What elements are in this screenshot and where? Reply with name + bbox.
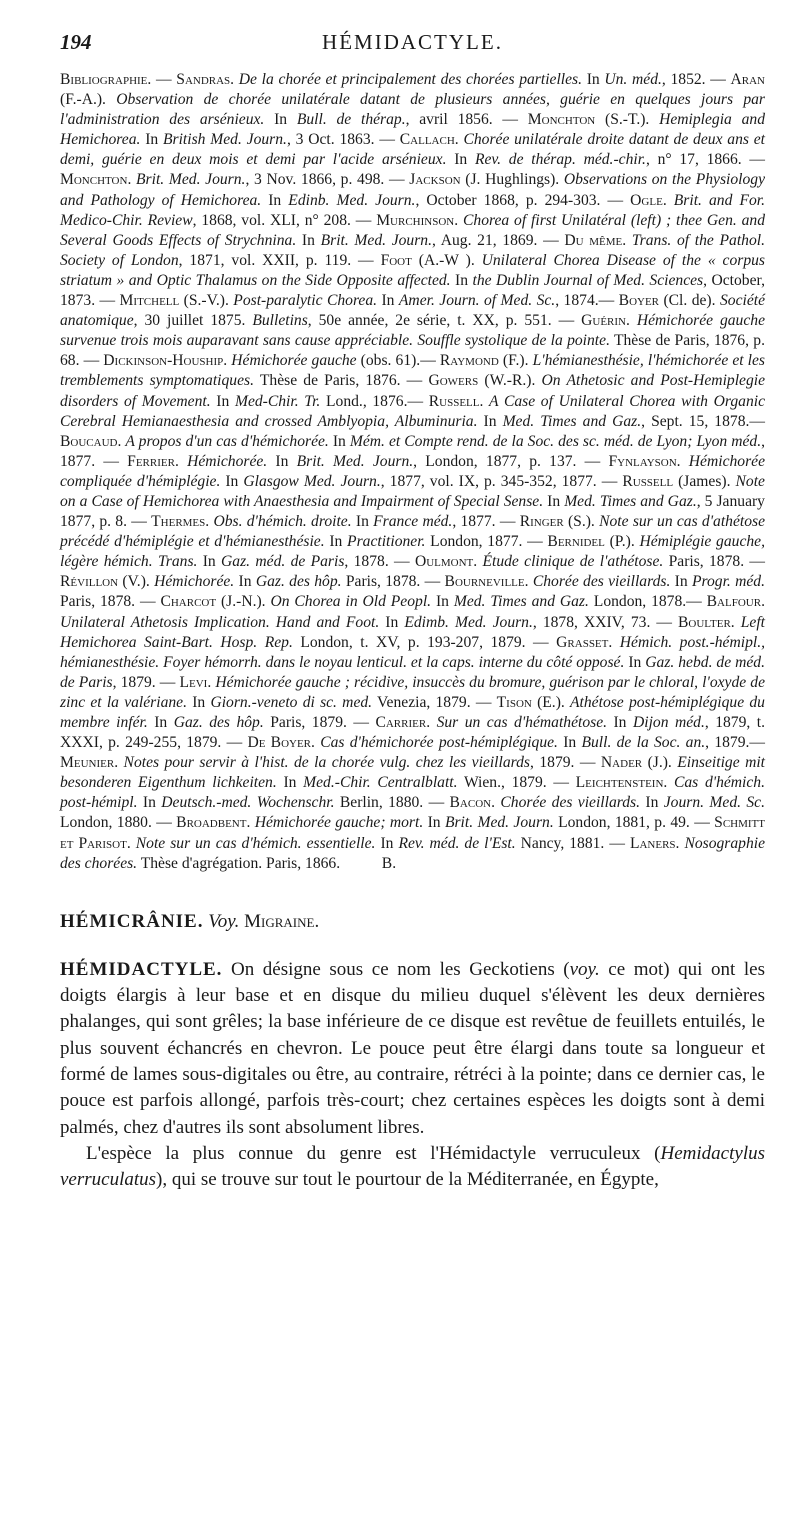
entry-hemicranie bbox=[60, 908, 765, 935]
text-run: In bbox=[328, 432, 350, 450]
headword-hemicranie: HÉMICRÂNIE. bbox=[60, 910, 204, 932]
text-run: In bbox=[377, 292, 399, 310]
italic-text: Journ. Med. Sc. bbox=[663, 794, 765, 812]
text-run: (E.). bbox=[531, 693, 571, 711]
author-name: Du même bbox=[564, 231, 623, 249]
author-name: Nader bbox=[600, 754, 643, 772]
text-run: (P.). bbox=[604, 533, 640, 551]
italic-text: Cas d'hémich. post-hémipl. bbox=[60, 774, 766, 812]
text-run: . bbox=[524, 573, 533, 591]
italic-text: L'hémianesthésie, l'hémichorée et les tremblements symptomatiques. bbox=[60, 352, 765, 390]
italic-text: Chorée unilatérale droite datant de deux ans et demi, guérie en deux mois et demi par l'acide arsénieux. bbox=[60, 131, 766, 169]
author-initial: B. bbox=[381, 854, 397, 872]
text-run: London, 1877. — bbox=[425, 533, 548, 551]
text-run: In bbox=[670, 573, 692, 591]
text-run: In bbox=[351, 513, 374, 531]
text-run: Paris, 1878. — bbox=[341, 573, 445, 591]
italic-text: Trans. of the Pathol. Society of London bbox=[60, 231, 766, 269]
italic-text: Hémichorée gauche; mort. bbox=[254, 814, 424, 832]
author-name: Grasset bbox=[556, 633, 609, 651]
text-run: In bbox=[446, 151, 475, 169]
italic-text: Bull. de thérap. bbox=[296, 111, 406, 129]
text-run: In bbox=[375, 834, 399, 852]
text-run: Thèse de Paris, 1876. — bbox=[254, 372, 429, 390]
text-run: . bbox=[608, 633, 620, 651]
italic-text: Brit. and For. Medico-Chir. Review bbox=[60, 191, 766, 229]
text-run: London, 1881, p. 49. — bbox=[553, 814, 715, 832]
text-run: In bbox=[197, 553, 222, 571]
author-name: Leichtenstein bbox=[575, 774, 664, 792]
text-run: (W.-R.). bbox=[478, 372, 542, 390]
author-name: Callach bbox=[399, 131, 455, 149]
text-run: (J.-N.). bbox=[216, 593, 271, 611]
italic-text: Med. Times and Gaz. bbox=[453, 593, 589, 611]
text-run: In bbox=[261, 191, 289, 209]
bibliography-paragraph bbox=[60, 70, 765, 874]
author-name: Fynlayson bbox=[608, 452, 677, 470]
italic-text: Med. Times and Gaz. bbox=[502, 412, 642, 430]
italic-text: Mém. et Compte rend. de la Soc. des sc. méd. de Lyon; Lyon méd. bbox=[349, 432, 762, 450]
text-run: . bbox=[625, 312, 637, 330]
text-run: Nancy, 1881. — bbox=[515, 834, 630, 852]
text-run: (S.). bbox=[563, 513, 600, 531]
text-run: (Cl. de). bbox=[659, 292, 720, 310]
author-name: Monchton bbox=[60, 171, 128, 189]
bibliography-body bbox=[60, 71, 765, 872]
italic-text: Chorée des vieillards. bbox=[532, 573, 671, 591]
italic-text: the Dublin Journal of Med. Sciences bbox=[472, 271, 704, 289]
text-run: . bbox=[207, 673, 216, 691]
author-name: Levi bbox=[179, 673, 208, 691]
italic-text: Bull. de la Soc. an. bbox=[581, 734, 706, 752]
text-run: (S.-V.). bbox=[179, 292, 234, 310]
author-name: Ferrier bbox=[127, 452, 175, 470]
text-run: In bbox=[640, 794, 664, 812]
italic-text: Gaz. hebd. de méd. de Paris bbox=[60, 653, 765, 691]
text-run: In bbox=[379, 613, 405, 631]
text-run: . bbox=[663, 774, 674, 792]
text-run: Wien., 1879. — bbox=[457, 774, 576, 792]
author-name: Tison bbox=[496, 693, 532, 711]
dictionary-page bbox=[60, 30, 765, 1193]
text-run: . bbox=[126, 834, 136, 852]
author-name: Boyer bbox=[618, 292, 660, 310]
text-run: In bbox=[477, 412, 503, 430]
italic-text: Amer. Journ. of Med. Sc. bbox=[398, 292, 556, 310]
text-run: On désigne sous ce nom les Geckotiens ( bbox=[222, 958, 570, 980]
author-name: Schmitt et Parisot bbox=[60, 814, 765, 852]
text-run: (J. Hughlings). bbox=[460, 171, 564, 189]
cross-reference-link[interactable]: Migraine. bbox=[244, 910, 320, 932]
text-run: , 3 Oct. 1863. — bbox=[286, 131, 400, 149]
italic-text: Note sur un cas d'hémich. essentielle. bbox=[135, 834, 376, 852]
text-run: , 1879. — bbox=[530, 754, 601, 772]
italic-text: Notes pour servir à l'hist. de la chorée vulg. chez les vieillards bbox=[123, 754, 531, 772]
entry-paragraph bbox=[60, 1141, 765, 1194]
text-run: In bbox=[137, 794, 162, 812]
text-run: , 3 Nov. 1866, p. 498. — bbox=[245, 171, 410, 189]
text-run: , October, 1873. — bbox=[60, 271, 765, 310]
text-run: In bbox=[147, 714, 174, 731]
author-name: Bacon bbox=[449, 794, 492, 812]
cross-reference-voy: Voy. bbox=[208, 910, 240, 932]
italic-text: Hémichorée gauche bbox=[231, 352, 357, 370]
author-name: Mitchell bbox=[119, 292, 180, 310]
text-run: . bbox=[114, 754, 124, 772]
italic-text: Hémichorée. bbox=[154, 573, 235, 591]
text-run: Paris, 1878. — bbox=[60, 593, 161, 611]
italic-text: Brit. Med. Journ. bbox=[444, 814, 554, 832]
author-name: Boucaud bbox=[60, 432, 118, 450]
italic-text: Hemidactylus verruculatus bbox=[60, 1142, 765, 1191]
author-name: Oulmont bbox=[414, 553, 474, 571]
author-name: Broadbent bbox=[176, 814, 247, 832]
italic-text: Med.-Chir. Centralblatt. bbox=[303, 774, 458, 792]
italic-text: voy. bbox=[569, 958, 600, 980]
italic-text: Hemiplegia and Hemichorea. bbox=[60, 111, 765, 149]
text-run: (S.-T.). bbox=[595, 111, 660, 129]
author-name: Gowers bbox=[428, 372, 479, 390]
text-run: In bbox=[264, 111, 297, 129]
text-run: , October 1868, p. 294-303. — bbox=[415, 191, 631, 209]
text-run: . bbox=[479, 392, 490, 410]
text-run: . bbox=[473, 553, 483, 571]
italic-text: Un. méd. bbox=[604, 71, 662, 88]
italic-text: A Case of Unilateral Chorea with Organic Cerebral Hemianaesthesia and crossed Amblyopia, Albuminuria. bbox=[60, 392, 766, 430]
author-name: Meunier bbox=[60, 754, 115, 772]
italic-text: Edinb. Med. Journ. bbox=[288, 191, 416, 209]
text-run: , avril 1856. — bbox=[405, 111, 528, 129]
text-run: Berlin, 1880. — bbox=[334, 794, 450, 812]
text-run: . bbox=[662, 191, 674, 209]
italic-text: Observation de chorée unilatérale datant de plusieurs années, guérie en quelques jours par l'administration des arsénieux. bbox=[60, 91, 765, 129]
text-run: , 1877. — bbox=[452, 513, 520, 531]
italic-text: Med. Times and Gaz. bbox=[564, 492, 697, 510]
text-run: , 1879.— bbox=[705, 734, 766, 752]
italic-text: Giorn.-veneto di sc. med. bbox=[210, 693, 373, 711]
text-run: L'espèce la plus connue du genre est l'Hémidactyle verruculeux ( bbox=[86, 1142, 661, 1164]
page-number: 194 bbox=[60, 30, 92, 54]
italic-text: Gaz. des hôp. bbox=[255, 573, 342, 591]
text-run: In bbox=[607, 714, 633, 731]
author-name: Bourneville bbox=[444, 573, 525, 591]
italic-text: Brit. Med. Journ. bbox=[136, 171, 246, 189]
text-run: . bbox=[230, 71, 239, 88]
text-run: Lond., 1876.— bbox=[320, 392, 429, 410]
author-name: Murchinson bbox=[376, 211, 455, 229]
author-name: Dickinson-Houship bbox=[103, 352, 224, 370]
author-name: Sandras bbox=[176, 71, 231, 88]
italic-text: British Med. Journ. bbox=[163, 131, 287, 149]
italic-text: Edimb. Med. Journ. bbox=[404, 613, 533, 631]
italic-text: Trans. bbox=[157, 553, 198, 571]
italic-text: A propos d'un cas d'hémichorée. bbox=[125, 432, 329, 450]
italic-text: Unilateral Chorea Disease of the « corpus striatum » and Optic Thalamus on the Side Opposite affected. bbox=[60, 251, 766, 289]
text-run: (F.-A.). bbox=[60, 91, 117, 109]
author-name: Raymond bbox=[439, 352, 499, 370]
italic-text: Left Hemichorea Saint-Bart. Hosp. Rep. bbox=[60, 613, 765, 651]
text-run: In bbox=[450, 271, 473, 289]
text-run: . bbox=[676, 452, 689, 470]
text-run: , 1874.— bbox=[555, 292, 619, 310]
author-name: Balfour bbox=[706, 593, 762, 611]
text-run: In bbox=[624, 653, 646, 671]
text-run: ce mot) qui ont les doigts élargis à leur base et en disque du milieu duquel s'élèvent les deux dernières phalanges, qui sont grêles; la base inférieure de ce disque est revêtue de feuillets entuilés, le plus souvent échancrés en chevron. Le pouce peut être élargi dans toute sa longueur et formé de lames sous-digitales ou être, au contraire, rétréci à la pointe; dans ce dernier cas, le pouce est parfois allongé, parfois très-court; chez certaines espèces les doigts sont à demi palmés, chez d'autres ils sont absolument libres. bbox=[60, 958, 765, 1138]
author-name: Ringer bbox=[519, 513, 564, 531]
text-run: Thèse d'agrégation. Paris, 1866. bbox=[137, 854, 341, 872]
text-run: , 1868, vol. XLI, n° 208. — bbox=[192, 211, 377, 229]
italic-text: Hémichorée gauche ; récidive, insuccès du bromure, guérison par le chloral, l'oxyde de zinc et la valériane. bbox=[60, 673, 766, 711]
italic-text: Rev. de thérap. méd.-chir. bbox=[474, 151, 646, 169]
italic-text: Dijon méd. bbox=[632, 714, 705, 731]
text-run: In bbox=[557, 734, 582, 752]
text-run: , 1877, vol. IX, p. 345-352, 1877. — bbox=[380, 472, 623, 490]
italic-text: Deutsch.-med. Wochenschr. bbox=[161, 794, 335, 812]
text-run: , 5 January 1877, p. 8. — bbox=[60, 492, 765, 531]
italic-text: Hémichorée. bbox=[187, 452, 268, 470]
italic-text: Progr. méd. bbox=[691, 573, 765, 591]
italic-text: Cas d'hémichorée post-hémiplégique. bbox=[320, 734, 558, 752]
running-head: HÉMIDACTYLE. bbox=[322, 30, 503, 54]
text-run: , Aug. 21, 1869. — bbox=[432, 231, 565, 249]
italic-text: Glasgow Med. Journ. bbox=[243, 472, 381, 490]
author-name: Jackson bbox=[409, 171, 461, 189]
text-run: In bbox=[220, 472, 244, 490]
italic-text: Étude clinique de l'athétose. bbox=[482, 553, 664, 571]
author-name: Thermes bbox=[151, 513, 206, 531]
text-run: Thèse de Paris, 1876, p. 68. — bbox=[60, 332, 765, 370]
text-run: Paris, 1878. — bbox=[663, 553, 766, 571]
author-name: Ogle bbox=[630, 191, 663, 209]
italic-text: Brit. Med. Journ. bbox=[296, 452, 414, 470]
text-run: In bbox=[423, 814, 445, 832]
text-run: , Sept. 15, 1878.— bbox=[641, 412, 765, 430]
text-run: . bbox=[205, 513, 214, 531]
italic-text: Hémich. post.-hémipl., hémianesthésie. Foyer hémorrh. dans le noyau lenticul. et la caps. interne du côté opposé. bbox=[60, 633, 765, 671]
author-name: De Boyer bbox=[247, 734, 312, 752]
author-name: Laners bbox=[629, 834, 676, 852]
text-run: In bbox=[324, 533, 348, 551]
text-run: . bbox=[246, 814, 255, 832]
text-run: . bbox=[454, 211, 463, 229]
italic-text: Athétose post-hémiplégique du membre infér. bbox=[60, 693, 765, 731]
italic-text: Hémiplégie gauche, légère hémich. bbox=[60, 533, 765, 571]
author-name: Monchton bbox=[527, 111, 596, 129]
text-run: — bbox=[151, 71, 177, 88]
italic-text: Brit. Med. Journ. bbox=[320, 231, 432, 249]
italic-text: Hémichorée gauche survenue trois mois auparavant sans cause appréciable. Souffle systolique de la pointe. bbox=[60, 312, 765, 350]
italic-text: De la chorée et principalement des chorées partielles. bbox=[238, 71, 583, 88]
italic-text: Einseitige mit besonderen Eigenthum lichkeiten. bbox=[60, 754, 766, 792]
italic-text: Sur un cas d'hémathétose. bbox=[436, 714, 608, 731]
text-run: (James). bbox=[673, 472, 736, 490]
text-run: In bbox=[186, 693, 211, 711]
text-run: , London, 1877, p. 137. — bbox=[413, 452, 609, 470]
author-name: Bernidel bbox=[547, 533, 605, 551]
text-run: , 50e année, 2e série, t. XX, p. 551. — bbox=[307, 312, 582, 330]
text-run: London, 1880. — bbox=[60, 814, 177, 832]
text-run: (obs. 61).— bbox=[356, 352, 440, 370]
text-run: . bbox=[761, 593, 765, 611]
italic-text: Practitioner. bbox=[347, 533, 426, 551]
text-run: In bbox=[431, 593, 454, 611]
text-run: . bbox=[311, 734, 321, 752]
text-run: . bbox=[730, 613, 741, 631]
italic-text: Hémichorée compliquée d'hémiplégie. bbox=[60, 452, 765, 490]
text-run: , 1877. — bbox=[60, 432, 765, 470]
text-run: In bbox=[234, 573, 256, 591]
text-run: In bbox=[296, 231, 321, 249]
italic-text: Rev. méd. de l'Est. bbox=[398, 834, 516, 852]
italic-text: Chorée des vieillards. bbox=[500, 794, 641, 812]
text-run: London, t. XV, p. 193-207, 1879. — bbox=[292, 633, 557, 651]
italic-text: Gaz. des hôp. bbox=[173, 714, 264, 731]
text-run: . bbox=[454, 131, 464, 149]
italic-text: Bulletins bbox=[252, 312, 308, 330]
author-name: Aran bbox=[730, 71, 766, 88]
text-run: (F.). bbox=[498, 352, 533, 370]
italic-text: Unilateral Athetosis Implication. Hand and Foot. bbox=[60, 613, 380, 631]
italic-text: Observations on the Physiology and Pathology of Hemichorea. bbox=[60, 171, 766, 209]
text-run: , 30 juillet 1875. bbox=[133, 312, 253, 330]
entry-paragraph bbox=[60, 957, 765, 1141]
author-name: Carrier bbox=[375, 714, 427, 731]
author-name: Foot bbox=[380, 251, 412, 269]
italic-text: Obs. d'hémich. droite. bbox=[213, 513, 352, 531]
italic-text: Nosographie des chorées. bbox=[60, 834, 766, 872]
text-run: . bbox=[491, 794, 501, 812]
text-run: , 1871, vol. XXII, p. 119. — bbox=[178, 251, 381, 269]
text-run: . bbox=[223, 352, 232, 370]
author-name: Charcot bbox=[160, 593, 217, 611]
text-run: ), qui se trouve sur tout le pourtour de la Méditerranée, en Égypte, bbox=[156, 1169, 659, 1191]
italic-text: Chorea of first Unilatéral (left) ; thee Gen. and Several Goods Effects of Strychnina. bbox=[60, 211, 766, 249]
bibliography-label: Bibliographie. bbox=[60, 71, 152, 88]
author-name: Russell bbox=[428, 392, 480, 410]
text-run: (J.). bbox=[642, 754, 678, 772]
text-run: , 1879. — bbox=[112, 673, 180, 691]
italic-text: Note on a Case of Hemichorea with Anaesthesia and Impairment of Special Sense. bbox=[60, 472, 765, 510]
italic-text: Post-paralytic Chorea. bbox=[233, 292, 378, 310]
italic-text: Gaz. méd. de Paris bbox=[221, 553, 345, 571]
text-run: . bbox=[622, 231, 632, 249]
text-run: In bbox=[276, 774, 304, 792]
italic-text: On Athetosic and Post-Hemiplegie disorders of Movement. bbox=[60, 372, 766, 410]
text-run: , n° 17, 1866. — bbox=[645, 151, 765, 169]
author-name: Russell bbox=[622, 472, 674, 490]
italic-text: France méd. bbox=[373, 513, 453, 531]
author-name: Boulter bbox=[678, 613, 731, 631]
text-run: . bbox=[675, 834, 685, 852]
author-name: Révillon bbox=[60, 573, 119, 591]
text-run: . bbox=[426, 714, 437, 731]
text-run: , 1878, XXIV, 73. — bbox=[532, 613, 679, 631]
author-name: Guérin bbox=[581, 312, 626, 330]
text-run: . bbox=[117, 432, 126, 450]
italic-text: Note sur un cas d'athétose précédé d'hémiplégie et d'hémianesthésie. bbox=[60, 513, 766, 551]
text-run: In bbox=[543, 492, 565, 510]
text-run: In bbox=[267, 452, 297, 470]
text-run: , 1878. — bbox=[344, 553, 415, 571]
text-run: Paris, 1879. — bbox=[263, 714, 376, 731]
text-run: (V.). bbox=[118, 573, 155, 591]
italic-text: Med-Chir. Tr. bbox=[234, 392, 321, 410]
text-run: London, 1878.— bbox=[588, 593, 707, 611]
italic-text: Société anatomique bbox=[60, 292, 765, 330]
text-run: . bbox=[174, 452, 188, 470]
text-run: , 1852. — bbox=[661, 71, 731, 88]
text-run: , 1879, t. XXXI, p. 249-255, 1879. — bbox=[60, 714, 766, 752]
text-run: (A.-W ). bbox=[411, 251, 482, 269]
italic-text: On Chorea in Old Peopl. bbox=[270, 593, 432, 611]
headword-hemidactyle: HÉMIDACTYLE. bbox=[60, 958, 223, 980]
text-run: Venezia, 1879. — bbox=[372, 693, 497, 711]
text-run: . bbox=[127, 171, 137, 189]
text-run: In bbox=[140, 131, 163, 149]
text-run: In bbox=[582, 71, 605, 88]
text-run: In bbox=[210, 392, 235, 410]
entry-hemidactyle bbox=[60, 957, 765, 1194]
page-header bbox=[60, 30, 765, 60]
